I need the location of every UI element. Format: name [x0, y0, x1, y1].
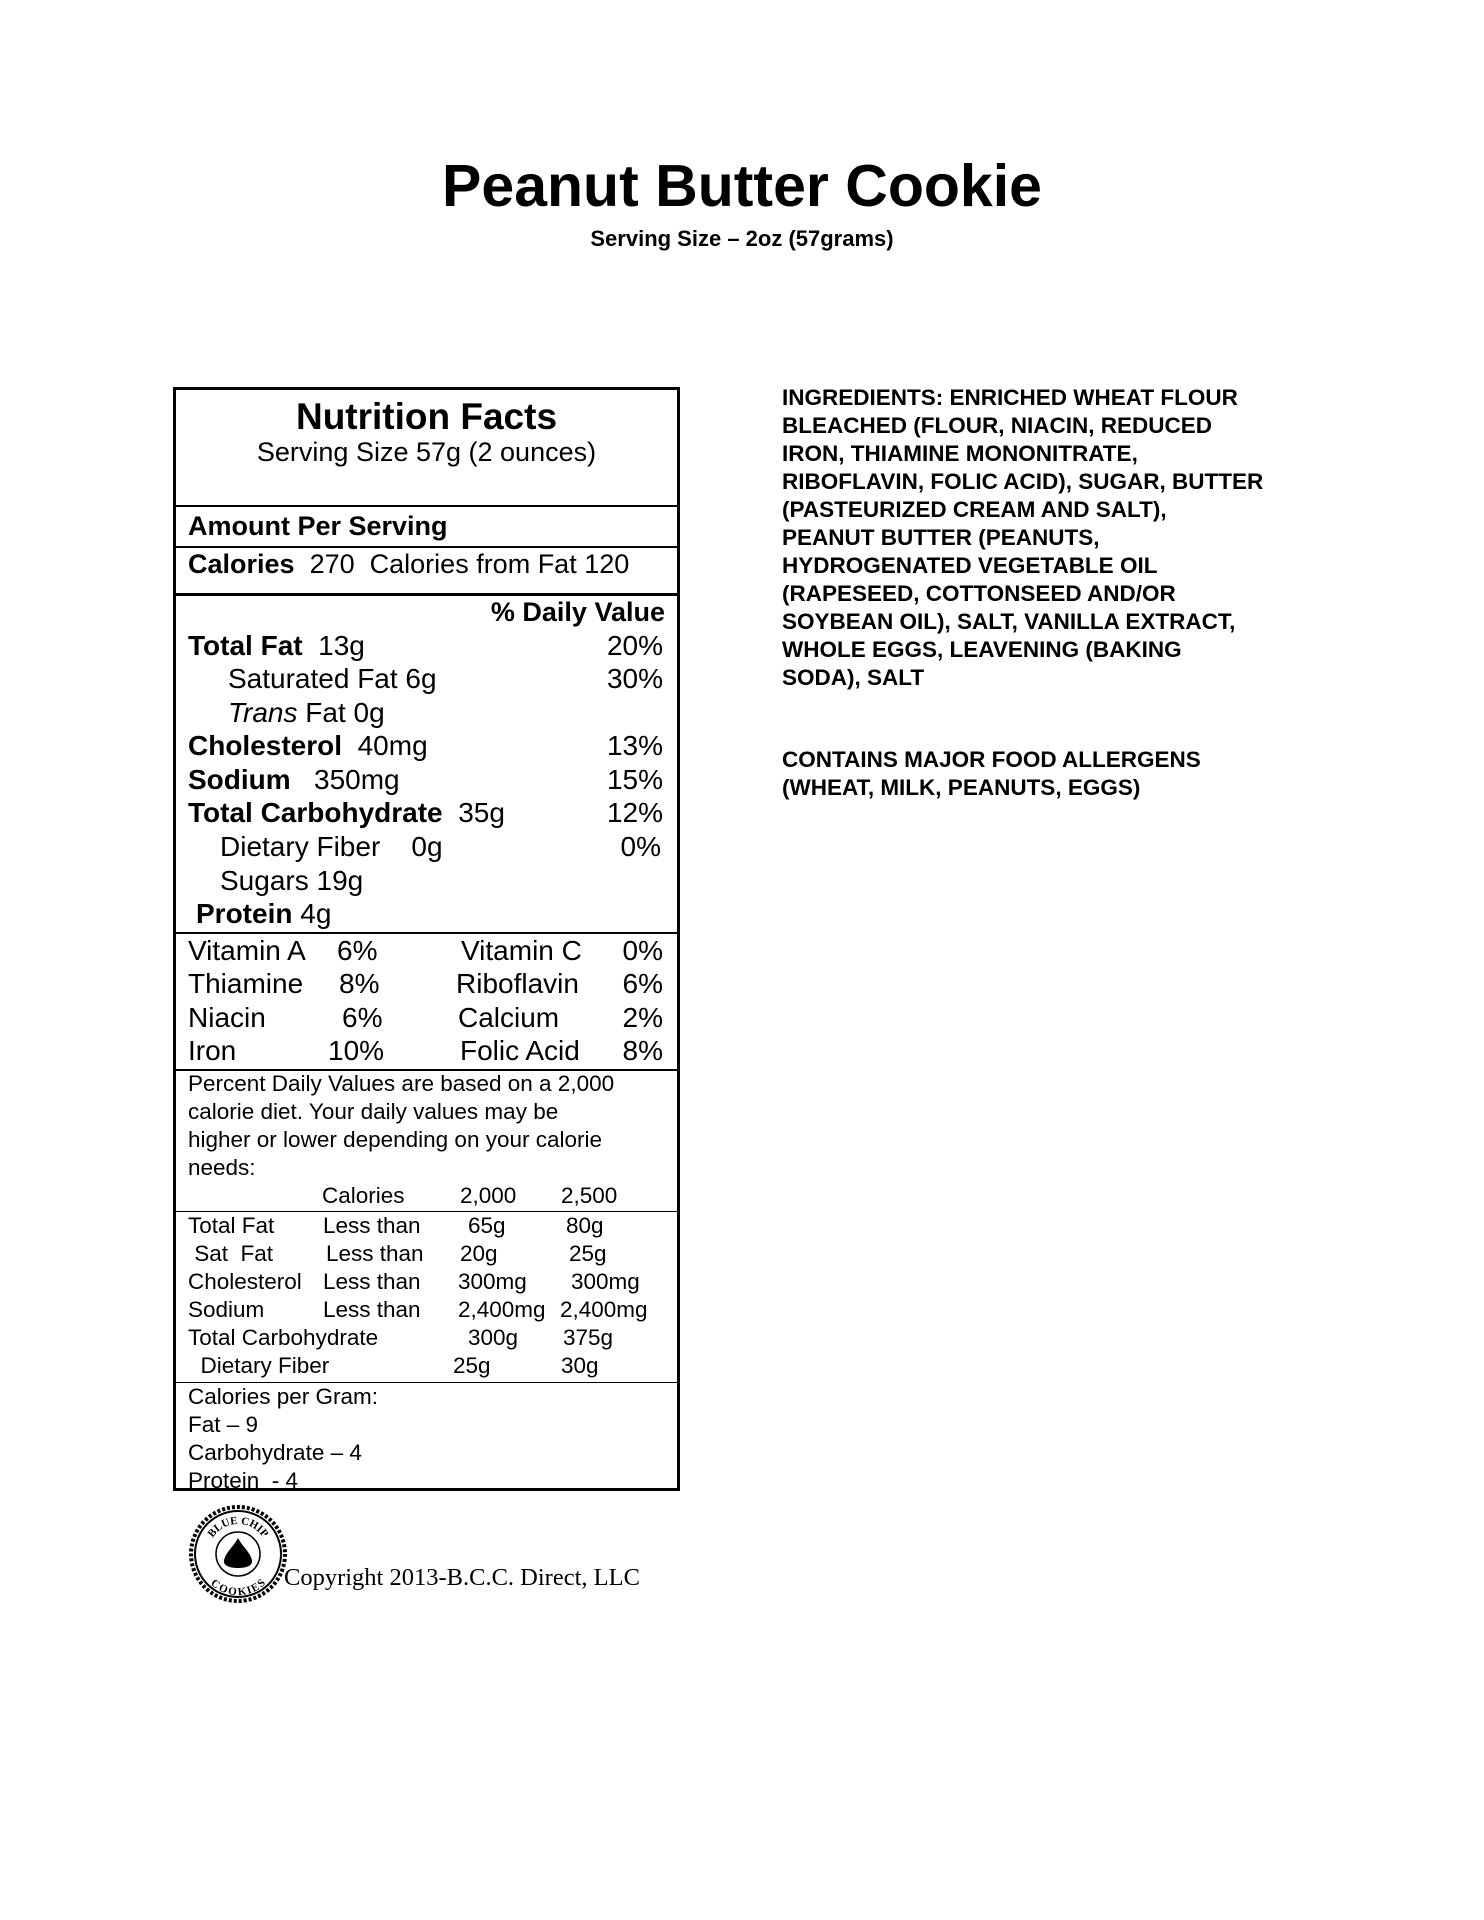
dietary-fiber-row [220, 830, 443, 864]
ref-row-2000: 20g [460, 1241, 498, 1266]
ref-row-qualifier: Less than [323, 1269, 421, 1294]
ref-row-name: Sat Fat [188, 1241, 274, 1266]
ref-row-2000: 65g [468, 1213, 506, 1238]
vitamin-left-value: 6% [342, 1002, 383, 1033]
sodium-value: 350mg [314, 764, 400, 795]
ref-row-qualifier: Less than [326, 1241, 424, 1266]
vitamin-right-value: 2% [622, 1002, 663, 1033]
cholesterol-label: Cholesterol [188, 730, 343, 761]
ingredients-line: PEANUT BUTTER (PEANUTS, [782, 525, 1100, 550]
calories-label: Calories [188, 549, 295, 579]
ref-row-name: Dietary Fiber [188, 1353, 330, 1378]
ingredients-line: BLEACHED (FLOUR, NIACIN, REDUCED [782, 413, 1212, 438]
protein-label: Protein [196, 898, 293, 929]
ingredients-line: IRON, THIAMINE MONONITRATE, [782, 441, 1138, 466]
footnote-line: Percent Daily Values are based on a 2,000 [188, 1071, 615, 1096]
blue-chip-cookies-seal-icon [188, 1504, 288, 1604]
ref-row-2500: 2,400mg [560, 1297, 648, 1322]
ingredients-line: (PASTEURIZED CREAM AND SALT), [782, 497, 1167, 522]
amount-per-serving: Amount Per Serving [188, 511, 448, 541]
calories-row [188, 547, 629, 581]
footnote-line: calorie diet. Your daily values may be [188, 1099, 559, 1124]
ref-row-qualifier: Less than [323, 1297, 421, 1322]
vitamin-left-name: Niacin [188, 1002, 266, 1033]
ingredients-line: RIBOFLAVIN, FOLIC ACID), SUGAR, BUTTER [782, 469, 1264, 494]
ref-row-2500: 80g [566, 1213, 604, 1238]
calories-value: 270 [309, 549, 355, 579]
cholesterol-row [188, 729, 428, 763]
ingredients-line: (RAPESEED, COTTONSEED AND/OR [782, 581, 1176, 606]
product-title: Peanut Butter Cookie [442, 153, 1042, 219]
ref-row-2500: 25g [569, 1241, 607, 1266]
calories-per-gram-carb: Carbohydrate – 4 [188, 1440, 362, 1465]
protein-row [196, 897, 331, 931]
vitamin-right-name: Calcium [458, 1002, 560, 1033]
trans-label: Trans [228, 697, 298, 728]
cholesterol-value: 40mg [357, 730, 428, 761]
vitamin-left-name: Thiamine [188, 968, 304, 999]
total-fat-row [188, 629, 365, 663]
footnote-line: higher or lower depending on your calorie [188, 1127, 603, 1152]
allergens-line: CONTAINS MAJOR FOOD ALLERGENS [782, 747, 1201, 772]
vitamin-right-name: Vitamin C [461, 935, 582, 966]
ingredients-line: WHOLE EGGS, LEAVENING (BAKING [782, 637, 1182, 662]
ref-row-qualifier: Less than [323, 1213, 421, 1238]
trans-fat [228, 696, 385, 730]
ref-2000-header: 2,000 [460, 1183, 517, 1208]
vitamin-left-name: Vitamin A [188, 935, 306, 966]
ingredients-line: HYDROGENATED VEGETABLE OIL [782, 553, 1158, 578]
total-fat-dv: 20% [606, 630, 663, 661]
vitamin-left-value: 8% [339, 968, 380, 999]
ref-row-name: Cholesterol [188, 1269, 302, 1294]
nutrition-serving-size: Serving Size 57g (2 ounces) [256, 437, 597, 467]
ref-row-2500: 375g [563, 1325, 614, 1350]
carbohydrate-dv: 12% [606, 797, 663, 828]
protein-value: 4g [300, 898, 332, 929]
product-serving-size: Serving Size – 2oz (57grams) [590, 226, 894, 251]
vitamin-right-name: Riboflavin [456, 968, 579, 999]
trans-fat-value: Fat 0g [297, 697, 385, 728]
vitamin-right-value: 8% [622, 1035, 663, 1066]
svg-text:COOKIES: COOKIES [208, 1576, 268, 1599]
sodium-label: Sodium [188, 764, 291, 795]
vitamin-left-value: 6% [337, 935, 378, 966]
svg-text:BLUE CHIP: BLUE CHIP [205, 1514, 271, 1540]
daily-value-header: % Daily Value [490, 597, 665, 627]
sugars: Sugars 19g [220, 865, 364, 896]
ref-row-2000: 2,400mg [458, 1297, 546, 1322]
ingredients-line: SOYBEAN OIL), SALT, VANILLA EXTRACT, [782, 609, 1236, 634]
ref-row-name: Total Fat [188, 1213, 275, 1238]
nutrition-facts-panel [173, 387, 680, 1491]
dietary-fiber-value: 0g [411, 831, 443, 862]
sodium-row [188, 763, 400, 797]
dietary-fiber-dv: 0% [620, 831, 661, 862]
vitamin-left-name: Iron [188, 1035, 237, 1066]
ref-row-name: Sodium [188, 1297, 265, 1322]
vitamin-right-value: 6% [622, 968, 663, 999]
footnote-line: needs: [188, 1155, 256, 1180]
allergens-line: (WHEAT, MILK, PEANUTS, EGGS) [782, 775, 1141, 800]
cholesterol-dv: 13% [606, 730, 663, 761]
ingredients-block [782, 384, 1342, 692]
ref-calories-header: Calories [322, 1183, 405, 1208]
calories-per-gram-fat: Fat – 9 [188, 1412, 259, 1437]
total-fat-label: Total Fat [188, 630, 303, 661]
sodium-dv: 15% [606, 764, 663, 795]
ingredients-line: INGREDIENTS: ENRICHED WHEAT FLOUR [782, 385, 1238, 410]
divider [176, 505, 677, 507]
vitamin-right-value: 0% [622, 935, 663, 966]
calories-from-fat: Calories from Fat 120 [369, 549, 630, 579]
dietary-fiber-label: Dietary Fiber [220, 831, 381, 862]
copyright-text: Copyright 2013-B.C.C. Direct, LLC [284, 1564, 640, 1591]
vitamin-right-name: Folic Acid [460, 1035, 580, 1066]
ingredients-line: SODA), SALT [782, 665, 925, 690]
ref-2500-header: 2,500 [561, 1183, 618, 1208]
saturated-fat-dv: 30% [606, 663, 663, 694]
carbohydrate-row [188, 796, 505, 830]
carbohydrate-label: Total Carbohydrate [188, 797, 443, 828]
ref-row-2000: 25g [453, 1353, 491, 1378]
calories-per-gram-title: Calories per Gram: [188, 1384, 379, 1409]
ref-row-2500: 300mg [571, 1269, 640, 1294]
ref-row-name: Total Carbohydrate [188, 1325, 379, 1350]
allergens-block [782, 746, 1342, 802]
ref-row-2000: 300g [468, 1325, 519, 1350]
ref-row-2000: 300mg [458, 1269, 527, 1294]
carbohydrate-value: 35g [458, 797, 505, 828]
ref-row-2500: 30g [561, 1353, 599, 1378]
total-fat-value: 13g [318, 630, 365, 661]
saturated-fat: Saturated Fat 6g [228, 663, 437, 694]
vitamin-left-value: 10% [328, 1035, 385, 1066]
nutrition-facts-heading: Nutrition Facts [295, 396, 558, 437]
calories-per-gram-protein: Protein - 4 [188, 1468, 299, 1493]
